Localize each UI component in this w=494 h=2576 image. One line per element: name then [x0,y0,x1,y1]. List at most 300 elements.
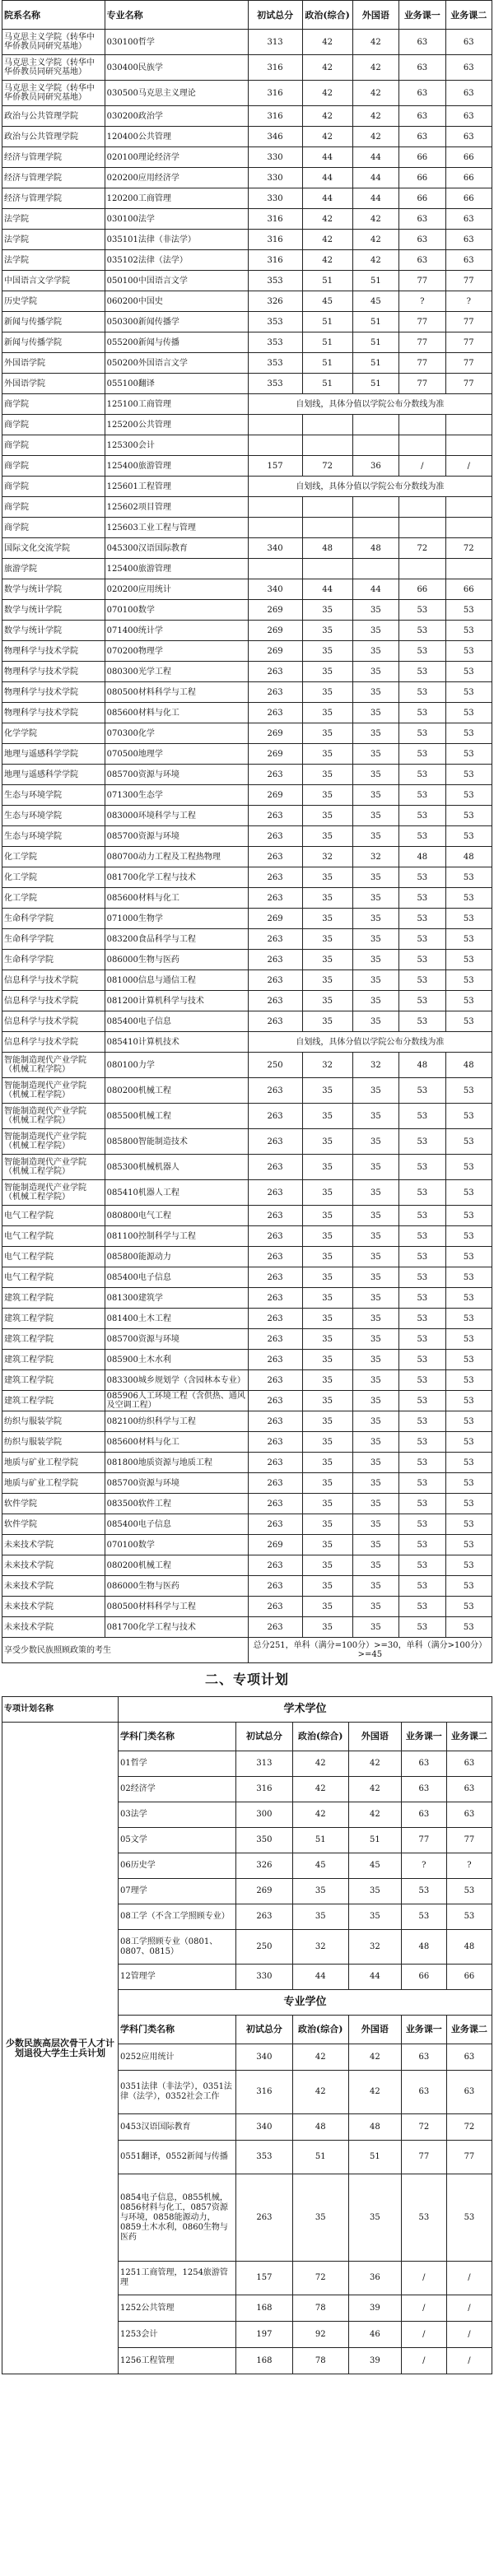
score-cell: 53 [399,1267,445,1288]
score-cell: 66 [445,147,492,168]
score-cell: 42 [348,1777,401,1802]
major-name: 035102法律（法学） [105,250,248,271]
score-cell: 330 [248,188,302,209]
college-name: 马克思主义学院（转华中华侨教员同研究基地） [2,30,105,55]
score-cell: 53 [445,1247,492,1267]
table-row [2,1432,492,1453]
score-cell: 35 [352,1267,398,1288]
score-cell: 42 [348,2044,401,2071]
score-cell: 48 [292,2114,348,2141]
college-name: 生态与环境学院 [2,785,105,806]
college-name: 软件学院 [2,1514,105,1535]
score-cell: 53 [399,970,445,991]
score-cell: 42 [302,30,352,55]
score-cell [445,435,492,456]
score-cell: 263 [248,1129,302,1155]
score-cell: 35 [352,1288,398,1309]
score-cell: 197 [236,2322,292,2348]
table-row [2,682,492,703]
score-cell: 45 [302,291,352,312]
score-cell [399,435,445,456]
table-row [2,1555,492,1576]
score-cell: 42 [302,209,352,230]
table-row [2,435,492,456]
score-cell: 53 [445,970,492,991]
score-cell: 32 [352,847,398,867]
score-cell: 48 [302,538,352,559]
score-cell: 63 [445,209,492,230]
score-cell: 250 [248,1053,302,1078]
college-name: 生命科学学院 [2,929,105,950]
score-cell: 48 [446,1930,492,1965]
score-cell: 63 [446,1751,492,1777]
table-row [2,538,492,559]
score-cell: 35 [352,1432,398,1453]
score-cell: 44 [302,188,352,209]
major-name: 085410计算机技术 [105,1032,248,1053]
self-line-note: 自划线，具体分值以学院公布分数线为准 [248,477,492,497]
college-name: 经济与管理学院 [2,147,105,168]
score-cell: 53 [399,662,445,682]
score-cell: 53 [445,744,492,765]
score-cell: 35 [352,1247,398,1267]
score-cell [248,497,302,518]
score-cell: 330 [248,147,302,168]
score-cell: 53 [445,909,492,929]
score-cell: 35 [352,1329,398,1350]
score-cell: 51 [348,2141,401,2174]
score-cell: 51 [302,312,352,332]
table-row [2,168,492,188]
score-cell: 35 [302,1494,352,1514]
table-row [2,1247,492,1267]
major-name: 080200机械工程 [105,1078,248,1104]
major-name: 125200公共管理 [105,415,248,435]
score-cell: 42 [302,250,352,271]
score-cell: 53 [399,1432,445,1453]
column-header: 外国语 [352,1,398,30]
degree-name: 1253会计 [119,2322,236,2348]
score-cell: 35 [352,991,398,1011]
major-name: 060200中国史 [105,291,248,312]
score-cell: 53 [446,1879,492,1904]
college-name: 生命科学学院 [2,950,105,970]
table-row [2,1032,492,1053]
column-header: 业务课一 [401,2016,446,2044]
score-cell: 316 [248,230,302,250]
score-cell: 326 [248,291,302,312]
score-cell: 35 [352,1494,398,1514]
score-cell: 269 [248,641,302,662]
score-cell: 36 [352,456,398,477]
score-cell: 35 [302,1576,352,1597]
column-header: 专业名称 [105,1,248,30]
score-cell: 35 [348,1904,401,1930]
score-cell: 53 [399,888,445,909]
score-cell: 63 [445,127,492,147]
college-name: 数学与统计学院 [2,579,105,600]
score-cell: 53 [399,1226,445,1247]
score-cell: 35 [302,929,352,950]
score-cell [248,518,302,538]
score-cell: 263 [248,765,302,785]
score-cell: 66 [445,579,492,600]
table-row [2,559,492,579]
column-header: 政治(综合) [292,2016,348,2044]
college-name: 政治与公共管理学院 [2,106,105,127]
score-cell: 53 [445,1104,492,1129]
major-name: 085700资源与环境 [105,765,248,785]
college-name: 生态与环境学院 [2,826,105,847]
college-name: 中国语言文学学院 [2,271,105,291]
score-cell: 35 [352,1129,398,1155]
score-cell: 35 [302,826,352,847]
college-name: 地质与矿业工程学院 [2,1453,105,1473]
major-name: 081400土木工程 [105,1309,248,1329]
score-cell: 53 [445,1370,492,1391]
score-cell: 53 [446,2174,492,2262]
table-row [2,518,492,538]
score-cell: 63 [401,1802,446,1828]
college-name: 智能制造现代产业学院（机械工程学院） [2,1155,105,1180]
score-cell: 77 [399,312,445,332]
score-cell: 42 [352,230,398,250]
score-cell: 53 [445,1226,492,1247]
score-cell: 269 [248,909,302,929]
score-cell: 35 [352,1535,398,1555]
score-cell: 53 [445,1155,492,1180]
score-cell [352,415,398,435]
degree-name: 0453汉语国际教育 [119,2114,236,2141]
college-name: 未来技术学院 [2,1597,105,1617]
major-name: 081200计算机科学与技术 [105,991,248,1011]
score-cell: 263 [248,1473,302,1494]
score-cell: 51 [352,271,398,291]
major-name: 085600材料与化工 [105,888,248,909]
score-cell: 77 [445,374,492,394]
score-cell: 35 [292,1879,348,1904]
score-cell: 35 [302,1411,352,1432]
table-row [2,826,492,847]
score-cell: 35 [302,662,352,682]
score-cell: 35 [302,600,352,621]
score-cell: 42 [352,81,398,106]
academic-title: 学术学位 [119,1697,492,1723]
major-name: 125603工业工程与管理 [105,518,248,538]
policy-label: 享受少数民族照顾政策的考生 [2,1638,249,1663]
score-cell: 42 [352,106,398,127]
college-name: 生态与环境学院 [2,806,105,826]
score-cell: 42 [348,1802,401,1828]
major-name: 080500材料科学与工程 [105,1597,248,1617]
section2-title: 二、专项计划 [204,1672,289,1687]
score-cell: 250 [236,1930,292,1965]
score-cell: 45 [348,1853,401,1879]
score-cell: 32 [302,1053,352,1078]
major-name: 080200机械工程 [105,1555,248,1576]
score-cell: 35 [302,723,352,744]
score-cell: 35 [352,1078,398,1104]
score-table [2,0,492,1663]
score-cell: 53 [401,2174,446,2262]
score-cell: 35 [352,1104,398,1129]
major-name: 120200工商管理 [105,188,248,209]
score-cell: 66 [445,168,492,188]
score-cell: 269 [248,621,302,641]
score-cell: 35 [352,1206,398,1226]
discipline-name: 03法学 [119,1802,236,1828]
score-cell: 316 [248,55,302,81]
score-cell: 35 [302,621,352,641]
major-name: 085900土木水利 [105,1350,248,1370]
score-cell: 63 [401,2044,446,2071]
college-name: 生命科学学院 [2,909,105,929]
score-cell: 42 [302,55,352,81]
score-cell: 263 [236,1904,292,1930]
score-cell: 53 [445,1309,492,1329]
major-name: 120400公共管理 [105,127,248,147]
score-cell: 53 [399,1309,445,1329]
score-cell: 353 [248,332,302,353]
major-name: 071300生态学 [105,785,248,806]
score-cell: 35 [352,1391,398,1411]
score-cell: 53 [399,785,445,806]
score-cell: 66 [399,579,445,600]
score-cell: 330 [236,1965,292,1990]
score-cell: 263 [236,2174,292,2262]
score-cell: 53 [401,1904,446,1930]
score-cell: 53 [399,1104,445,1129]
college-name: 软件学院 [2,1494,105,1514]
college-name: 物理科学与技术学院 [2,682,105,703]
score-cell: 53 [446,1904,492,1930]
score-cell: 316 [248,81,302,106]
college-name: 地理与遥感科学学院 [2,765,105,785]
score-cell: 53 [399,641,445,662]
college-name: 智能制造现代产业学院（机械工程学院） [2,1180,105,1206]
major-name: 081800地质资源与地质工程 [105,1453,248,1473]
score-cell: 269 [248,785,302,806]
college-name: 商学院 [2,394,105,415]
score-cell: 35 [352,662,398,682]
score-cell: ? [401,1853,446,1879]
table-row [2,1129,492,1155]
score-cell: 35 [352,950,398,970]
column-header: 政治(综合) [292,1723,348,1751]
score-cell: 53 [445,1129,492,1155]
score-cell: 66 [399,188,445,209]
table-row [2,1309,492,1329]
score-cell: 263 [248,1453,302,1473]
score-cell: 269 [248,744,302,765]
score-cell: 263 [248,1247,302,1267]
score-cell: 63 [399,127,445,147]
score-cell: 35 [302,682,352,703]
major-name: 020100理论经济学 [105,147,248,168]
score-cell: 63 [445,230,492,250]
score-cell: 35 [302,950,352,970]
score-cell: 35 [352,970,398,991]
major-name: 083500软件工程 [105,1494,248,1514]
score-cell: 53 [445,950,492,970]
score-cell: 263 [248,1576,302,1597]
score-cell: 168 [236,2348,292,2374]
table-row [2,291,492,312]
table-row [2,1288,492,1309]
table-row [2,250,492,271]
score-cell: / [446,2295,492,2322]
score-cell: 353 [248,374,302,394]
major-name: 030400民族学 [105,55,248,81]
discipline-name: 02经济学 [119,1777,236,1802]
score-cell: 53 [399,723,445,744]
score-cell: 300 [236,1802,292,1828]
score-cell [302,497,352,518]
score-cell: 77 [401,2141,446,2174]
score-cell: 53 [399,1288,445,1309]
major-name: 125400旅游管理 [105,559,248,579]
score-cell: 313 [236,1751,292,1777]
score-cell: 340 [248,538,302,559]
table-row [2,1473,492,1494]
score-cell: 42 [348,1751,401,1777]
score-cell: 42 [352,55,398,81]
score-cell: 53 [445,806,492,826]
score-cell: 35 [352,1350,398,1370]
score-cell: 63 [445,81,492,106]
score-cell: 53 [399,1494,445,1514]
score-cell: 316 [248,250,302,271]
column-header: 初试总分 [248,1,302,30]
score-cell [248,435,302,456]
score-cell: 263 [248,1514,302,1535]
degree-name: 0551翻译，0552新闻与传播 [119,2141,236,2174]
score-cell: 35 [352,826,398,847]
score-cell [352,497,398,518]
score-cell: 263 [248,1432,302,1453]
major-name: 083000环境科学与工程 [105,806,248,826]
score-cell: 44 [352,188,398,209]
score-cell: 53 [399,991,445,1011]
score-cell: 53 [399,1555,445,1576]
score-cell: 48 [445,1053,492,1078]
table-row [2,1597,492,1617]
score-cell: 35 [352,888,398,909]
column-header: 学科门类名称 [119,1723,236,1751]
college-name: 商学院 [2,456,105,477]
score-cell: 63 [445,250,492,271]
score-cell: 72 [446,2114,492,2141]
major-name: 050300新闻传播学 [105,312,248,332]
major-name: 085300机械机器人 [105,1155,248,1180]
score-cell: 53 [399,682,445,703]
college-name: 信息科学与技术学院 [2,970,105,991]
score-cell: 72 [292,2262,348,2295]
major-name: 070100数学 [105,1535,248,1555]
college-name: 法学院 [2,250,105,271]
table-row [2,867,492,888]
score-cell: 263 [248,1309,302,1329]
discipline-name: 06历史学 [119,1853,236,1879]
score-cell: 263 [248,1267,302,1288]
score-cell: 316 [236,1777,292,1802]
score-cell: 66 [399,168,445,188]
score-cell: 53 [445,1432,492,1453]
score-cell: 63 [399,106,445,127]
score-cell: 53 [399,1129,445,1155]
score-cell: / [401,2348,446,2374]
score-cell [302,518,352,538]
table-row [2,888,492,909]
discipline-name: 05文学 [119,1828,236,1853]
table-row [2,147,492,168]
score-cell [445,415,492,435]
score-cell: 263 [248,888,302,909]
major-name: 055200新闻与传播 [105,332,248,353]
table-row [2,374,492,394]
college-name: 物理科学与技术学院 [2,641,105,662]
score-cell: 53 [399,929,445,950]
score-cell: 35 [302,1453,352,1473]
academic-header-row [2,1723,492,1751]
professional-title: 专业学位 [119,1990,492,2016]
score-cell: 263 [248,1370,302,1391]
score-cell: 35 [352,1370,398,1391]
score-cell: 53 [399,867,445,888]
score-cell: 45 [292,1853,348,1879]
major-name: 083300城乡规划学（含园林本专业） [105,1370,248,1391]
table-row [2,30,492,55]
score-cell: 53 [399,621,445,641]
score-cell: 35 [302,1247,352,1267]
table-row [2,230,492,250]
score-cell: 35 [302,991,352,1011]
degree-name: 0252应用统计 [119,2044,236,2071]
table-row [2,1535,492,1555]
score-cell: 53 [445,1391,492,1411]
score-cell: 53 [445,641,492,662]
score-cell: 53 [399,1329,445,1350]
major-name: 085800智能制造技术 [105,1129,248,1155]
college-name: 国际文化交流学院 [2,538,105,559]
score-cell: 53 [445,600,492,621]
score-cell: 77 [446,1828,492,1853]
score-cell: 53 [399,600,445,621]
table-row [2,1514,492,1535]
score-cell: 48 [348,2114,401,2141]
major-name: 020200应用经济学 [105,168,248,188]
table-row [2,909,492,929]
score-cell: 53 [445,1206,492,1226]
score-cell: 53 [399,1597,445,1617]
college-name: 法学院 [2,230,105,250]
score-cell: 35 [302,1011,352,1032]
discipline-name: 12管理学 [119,1965,236,1990]
score-cell: 53 [399,1155,445,1180]
table-row [2,1370,492,1391]
score-cell: 42 [292,1777,348,1802]
score-cell: 53 [445,785,492,806]
table-row [2,641,492,662]
table-row [2,188,492,209]
score-cell: 330 [248,168,302,188]
score-cell: 53 [445,1453,492,1473]
score-cell: 44 [302,168,352,188]
score-cell: 72 [399,538,445,559]
college-name: 纺织与服装学院 [2,1411,105,1432]
major-name: 070100数学 [105,600,248,621]
score-cell: 35 [352,744,398,765]
